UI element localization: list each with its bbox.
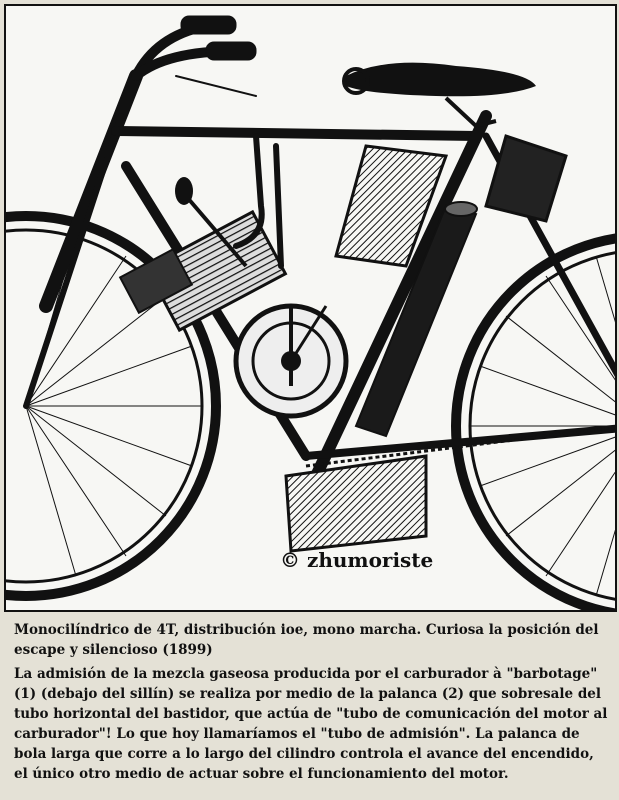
motorcycle-illustration (6, 6, 615, 610)
illustration-frame (4, 4, 617, 612)
silencer-box (286, 456, 426, 551)
caption-title: Monocilíndrico de 4T, distribución ioe, mono marcha. Curiosa la posición del escape y silencioso (1899) (14, 622, 599, 658)
watermark: © zhumoriste (280, 548, 434, 572)
caption-body: La admisión de la mezcla gaseosa producida por el carburador à "barbotage" (1) (debajo del sillín) se realiza por medio de la palanca (2) que sobresale del tubo horizontal del bastidor, que actúa de "tubo de comunicación del motor al carburador"! Lo que hoy llamaríamos el "tubo de admisión". La palanca de bola larga que corre a lo largo del cilindro controla el avance del encendido, el único otro medio de actuar sobre el funcionamiento del motor. (14, 666, 608, 782)
handlebar (136, 16, 256, 96)
rear-wheel (456, 236, 615, 610)
saddle (344, 63, 536, 126)
